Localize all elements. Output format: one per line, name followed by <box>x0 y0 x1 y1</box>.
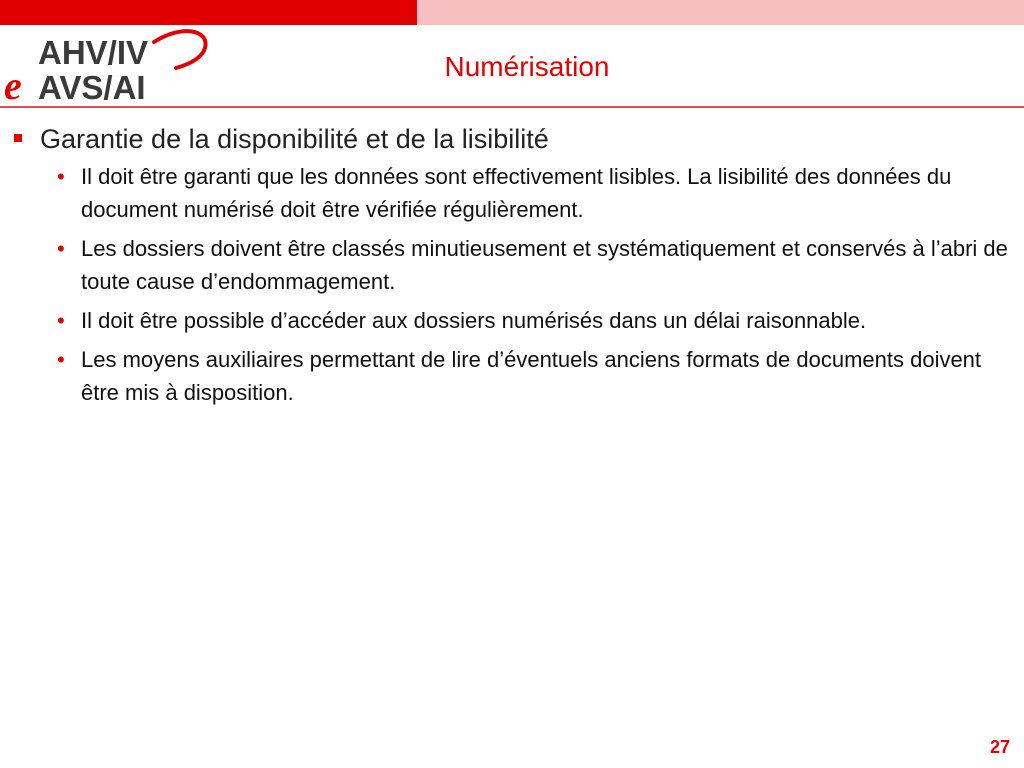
header-bar-pink <box>417 0 1024 25</box>
sub-bullet-text: Les moyens auxiliaires permettant de lire d’éventuels anciens formats de documents doivent être mis à disposition. <box>81 347 982 405</box>
main-bullet <box>14 122 1014 156</box>
dot-bullet-icon: • <box>57 164 65 189</box>
sub-bullet-text: Les dossiers doivent être classés minutieusement et systématiquement et conservés à l’abri de toute cause d’endommagement. <box>81 236 1008 294</box>
logo-line1: AHV/IV <box>38 34 149 71</box>
sub-bullet <box>14 304 1014 337</box>
sub-bullet-text: Il doit être possible d’accéder aux dossiers numérisés dans un délai raisonnable. <box>81 308 867 333</box>
page-number: 27 <box>989 737 1010 757</box>
dot-bullet-icon: • <box>57 236 65 261</box>
sub-bullet <box>14 232 1014 298</box>
logo-e-letter: e <box>4 63 22 104</box>
sub-bullet-text: Il doit être garanti que les données sont effectivement lisibles. La lisibilité des données du document numérisé doit être vérifiée régulièrement. <box>81 164 952 222</box>
dot-bullet-icon: • <box>57 347 65 372</box>
dot-bullet-icon: • <box>57 308 65 333</box>
main-bullet-text: Garantie de la disponibilité et de la lisibilité <box>40 124 549 154</box>
ahv-avs-logo <box>4 28 216 104</box>
slide-title: Numérisation <box>444 51 610 82</box>
logo-line2: AVS/AI <box>38 69 146 104</box>
sub-bullet <box>14 343 1014 409</box>
square-bullet-icon <box>14 134 22 142</box>
header-bar-red <box>0 0 417 25</box>
sub-bullet <box>14 160 1014 226</box>
title-divider <box>0 106 1024 108</box>
slide-content <box>14 122 1014 415</box>
